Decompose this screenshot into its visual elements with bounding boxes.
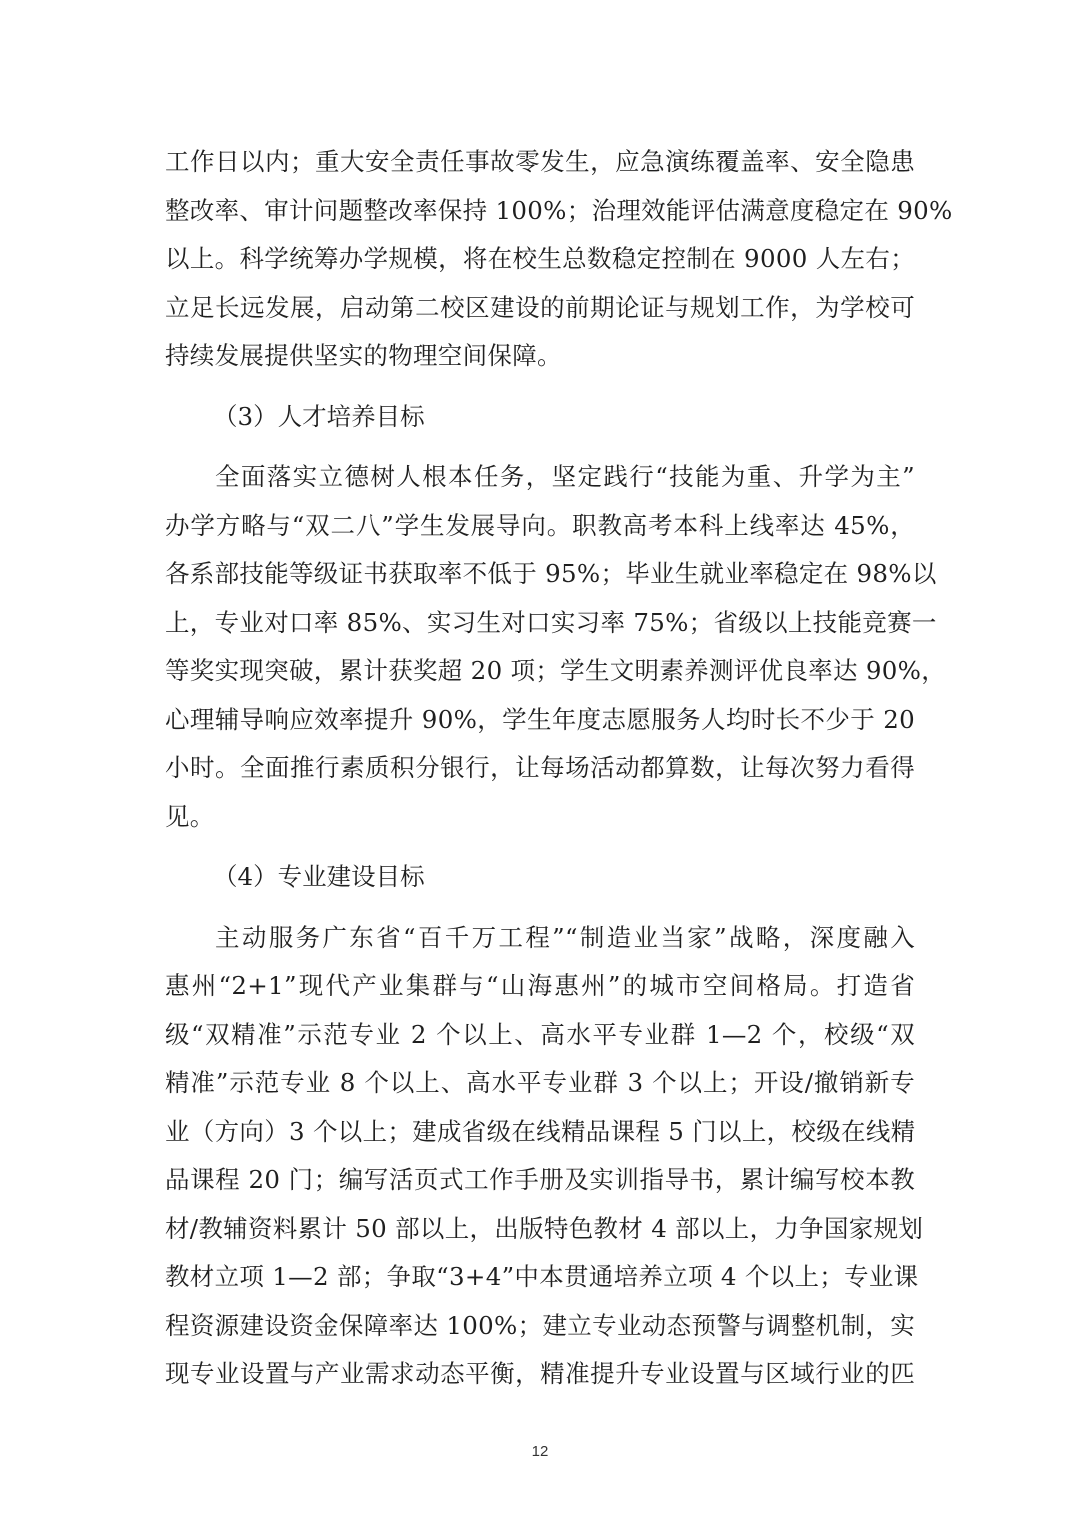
paragraph-governance-goals [165,138,953,381]
paragraph-gap [165,902,915,914]
section-heading-talent-cultivation: （3）人才培养目标 [213,401,425,431]
paragraph-gap [165,441,915,453]
text-line: 业（方向）3 个以上；建成省级在线精品课程 5 门以上，校级在线精 [165,1116,916,1146]
text-line: 办学方略与“双二八”学生发展导向。职教高考本科上线率达 45%， [165,510,915,540]
text-line: 全面落实立德树人根本任务，坚定践行“技能为重、升学为主” [215,462,915,491]
paragraph-gap [165,381,915,393]
text-line: 惠州“2+1”现代产业集群与“山海惠州”的城市空间格局。打造省 [165,971,915,1000]
text-line: 各系部技能等级证书获取率不低于 95%；毕业生就业率稳定在 98%以 [165,559,937,588]
text-line: 现专业设置与产业需求动态平衡，精准提升专业设置与区域行业的匹 [165,1359,915,1388]
text-line: 心理辅导响应效率提升 90%，学生年度志愿服务人均时长不少于 20 [165,704,915,734]
text-line: 持续发展提供坚实的物理空间保障。 [165,341,562,370]
page-number: 12 [531,1443,549,1460]
section-heading-program-development: （4）专业建设目标 [213,862,425,891]
text-line: 工作日以内；重大安全责任事故零发生，应急演练覆盖率、安全隐患 [165,147,915,176]
text-line: 程资源建设资金保障率达 100%；建立专业动态预警与调整机制，实 [165,1310,915,1340]
text-line: 材/教辅资料累计 50 部以上，出版特色教材 4 部以上，力争国家规划 [165,1213,924,1243]
text-line: 整改率、审计问题整改率保持 100%；治理效能评估满意度稳定在 90% [165,195,953,225]
paragraph-talent-cultivation [165,453,946,841]
paragraph-program-development [165,914,924,1399]
text-line: 立足长远发展，启动第二校区建设的前期论证与规划工作，为学校可 [165,292,915,322]
text-line: 级“双精准”示范专业 2 个以上、高水平专业群 1—2 个，校级“双 [165,1019,915,1049]
text-line: 见。 [165,801,215,831]
text-line: 精准”示范专业 8 个以上、高水平专业群 3 个以上；开设/撤销新专 [165,1068,915,1097]
text-line: 品课程 20 门；编写活页式工作手册及实训指导书，累计编写校本教 [165,1165,915,1194]
text-line: 小时。全面推行素质积分银行，让每场活动都算数，让每次努力看得 [165,753,915,782]
text-line: 以上。科学统筹办学规模，将在校生总数稳定控制在 9000 人左右； [165,244,915,273]
text-line: 上，专业对口率 85%、实习生对口实习率 75%；省级以上技能竞赛一 [165,607,937,637]
text-line: 等奖实现突破，累计获奖超 20 项；学生文明素养测评优良率达 90%， [165,656,946,685]
text-line: 主动服务广东省“百千万工程”“制造业当家”战略，深度融入 [215,922,915,952]
paragraph-gap [165,841,915,853]
text-line: 教材立项 1—2 部；争取“3+4”中本贯通培养立项 4 个以上；专业课 [165,1262,919,1291]
document-body [165,138,953,1399]
